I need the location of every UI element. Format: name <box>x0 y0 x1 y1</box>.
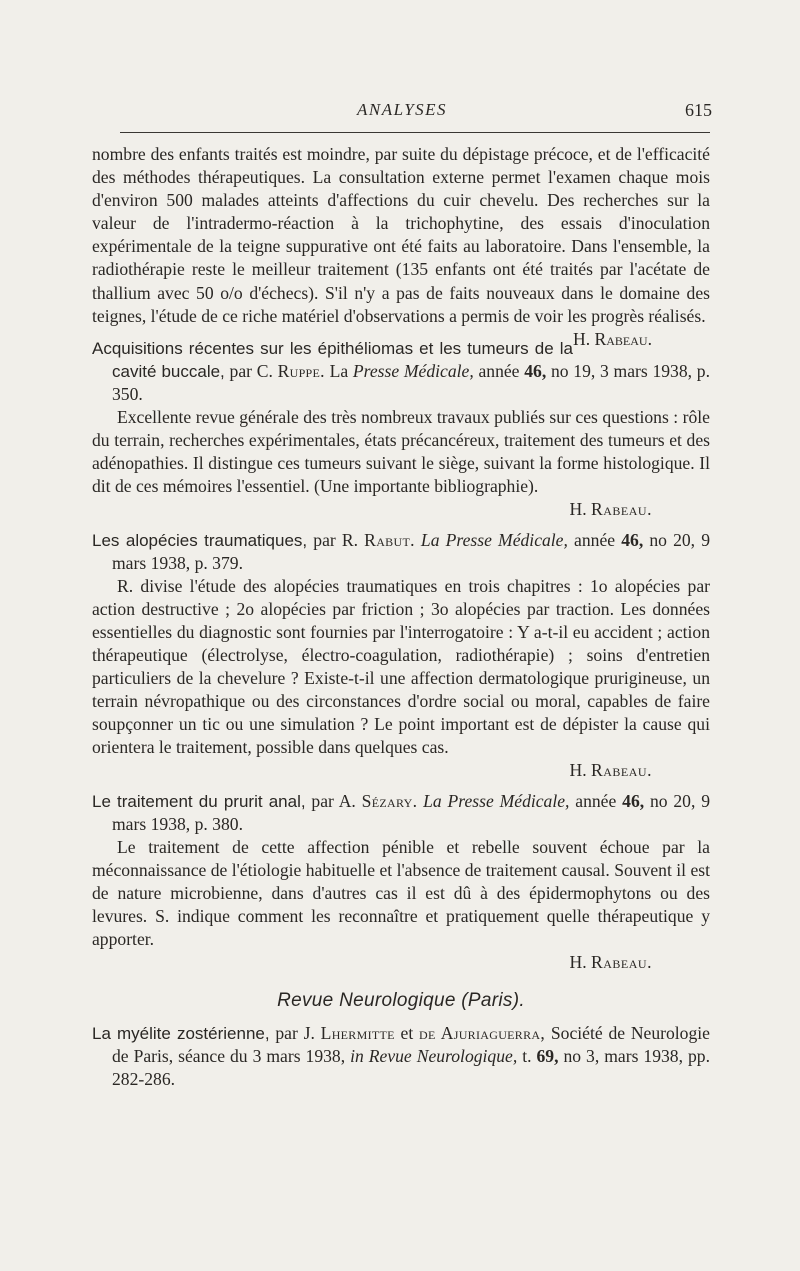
issue-info: no 3, mars 1938, pp. 282-286. <box>112 1046 710 1090</box>
issue-info: no 20, 9 mars 1938, p. 380. <box>112 790 710 834</box>
year-label: année <box>574 529 616 550</box>
running-header <box>92 98 712 122</box>
volume-number: 46, <box>622 790 645 811</box>
volume-number: 69, <box>536 1046 559 1067</box>
article-signature <box>92 951 710 974</box>
issue-info: no 19, 3 mars 1938, p. 350. <box>112 360 710 404</box>
signature-initial: H. <box>569 952 587 973</box>
article-body: R. divise l'étude des alopécies traumatiques en trois chapitres : 1o alopécies par action destructive ; 2o alopécies par friction ; 3o alopécies par traction. Les données essentielles du diagnostic sont fournies par l'interrogatoire : Y a-t-il eu accident ; action thérapeutique (électrolyse, électro-coagulation, radiothérapie) ; soins d'entretien particuliers de la chevelure ? Existe-t-il une affection dermatologique prurigineuse, un terrain névropathique ou des circonstances d'ordre social ou moral, capables de faire soupçonner un tic ou une simulation ? Le point important est de dépister la cause qui orientera le traitement, possible dans quelques cas. <box>92 575 710 758</box>
article-entry <box>92 790 710 836</box>
volume-number: 46, <box>621 529 644 550</box>
year-label: année <box>575 790 617 811</box>
volume-number: 46, <box>524 360 547 381</box>
signature-name: Rabeau. <box>591 499 652 520</box>
society-info: Société de Neurologie de Paris, séance du 3 mars 1938, <box>112 1023 710 1067</box>
article-entry <box>92 1022 710 1091</box>
article-signature <box>92 498 710 521</box>
article-author: Sézary. <box>361 790 418 811</box>
signature-initial: H. <box>569 760 587 781</box>
article-body: Le traitement de cette affection pénible et rebelle souvent échoue par la méconnaissance de l'étiologie habituelle et l'absence de traitement causal. Souvent il est de nature microbienne, dans d'autres cas il est dû à des épidermophytons ou des levures. S. indique comment les reconnaître et pratiquement quelle thérapeutique y apporter. <box>92 836 710 950</box>
author-connector: et <box>400 1023 414 1044</box>
article-author: Ruppe. <box>277 360 325 381</box>
year-label: année <box>478 360 520 381</box>
running-title: ANALYSES <box>356 100 448 119</box>
journal-name: Presse Médicale, <box>447 790 570 811</box>
article-by: par C. <box>229 360 273 381</box>
article-body: Excellente revue générale des très nombreux travaux publiés sur ces questions : rôle du terrain, recherches expérimentales, états précancéreux, traitement des tumeurs et des adénopathies. Il distingue ces tumeurs suivant le siège, suivant la forme histologique. Il dit de ces mémoires l'essentiel. (Une importante bibliographie). <box>92 407 710 497</box>
journal-name: Presse Médicale, <box>445 529 568 550</box>
journal-name: in Revue Neurologique, <box>350 1046 518 1067</box>
signature-name: Rabeau. <box>594 328 652 349</box>
journal-prefix: La <box>423 790 442 811</box>
article-by: par A. <box>311 790 356 811</box>
journal-name: Presse Médicale, <box>352 360 474 381</box>
article-by: par J. <box>275 1023 315 1044</box>
signature-name: Rabeau. <box>591 760 652 781</box>
article-author: Rabut. <box>364 529 415 550</box>
signature-name: Rabeau. <box>591 952 652 973</box>
intro-paragraph <box>92 143 710 349</box>
signature-initial: H. <box>569 499 587 520</box>
intro-text: nombre des enfants traités est moindre, par suite du dépistage précoce, et de l'efficacité des méthodes thérapeutiques. La consultation externe permet l'examen chaque mois d'environ 500 malades atteints d'affections du cuir chevelu. Des recherches sur la valeur de l'intradermo-réaction à la trichophytine, des essais d'inoculation expérimentale de la teigne suppurative ont été faits au laboratoire. Dans l'ensemble, la radiothérapie reste le meilleur traitement (135 enfants ont été traités par l'acétate de thallium avec 50 o/o d'échecs). S'il n'y a pas de faits nouveaux dans le domaine des teignes, l'étude de ce riche matériel d'observations a permis de voir les progrès réalisés. <box>92 144 710 326</box>
article-signature <box>92 759 710 782</box>
page-body <box>92 143 710 1092</box>
volume-label: t. <box>522 1046 532 1067</box>
header-rule <box>120 132 710 133</box>
page-number: 615 <box>685 100 712 120</box>
article-author: Lhermitte <box>320 1023 395 1044</box>
journal-prefix: La <box>420 529 440 550</box>
article-title: La myélite zostérienne, <box>92 1024 270 1044</box>
signature-initial: H. <box>573 328 591 349</box>
intro-signature <box>573 328 652 351</box>
article-title: Acquisitions récentes sur les épithéliomas et les tumeurs de la cavité buccale, <box>92 338 574 381</box>
article-coauthor: de Ajuriaguerra, <box>419 1023 546 1044</box>
article-title: Le traitement du prurit anal, <box>92 791 306 811</box>
article-title: Les alopécies traumatiques, <box>92 530 308 550</box>
issue-info: no 20, 9 mars 1938, p. 379. <box>112 529 711 573</box>
journal-prefix: La <box>329 360 349 381</box>
article-entry <box>92 529 710 575</box>
section-heading: Revue Neurologique (Paris). <box>277 990 525 1012</box>
article-by: par R. <box>313 529 359 550</box>
